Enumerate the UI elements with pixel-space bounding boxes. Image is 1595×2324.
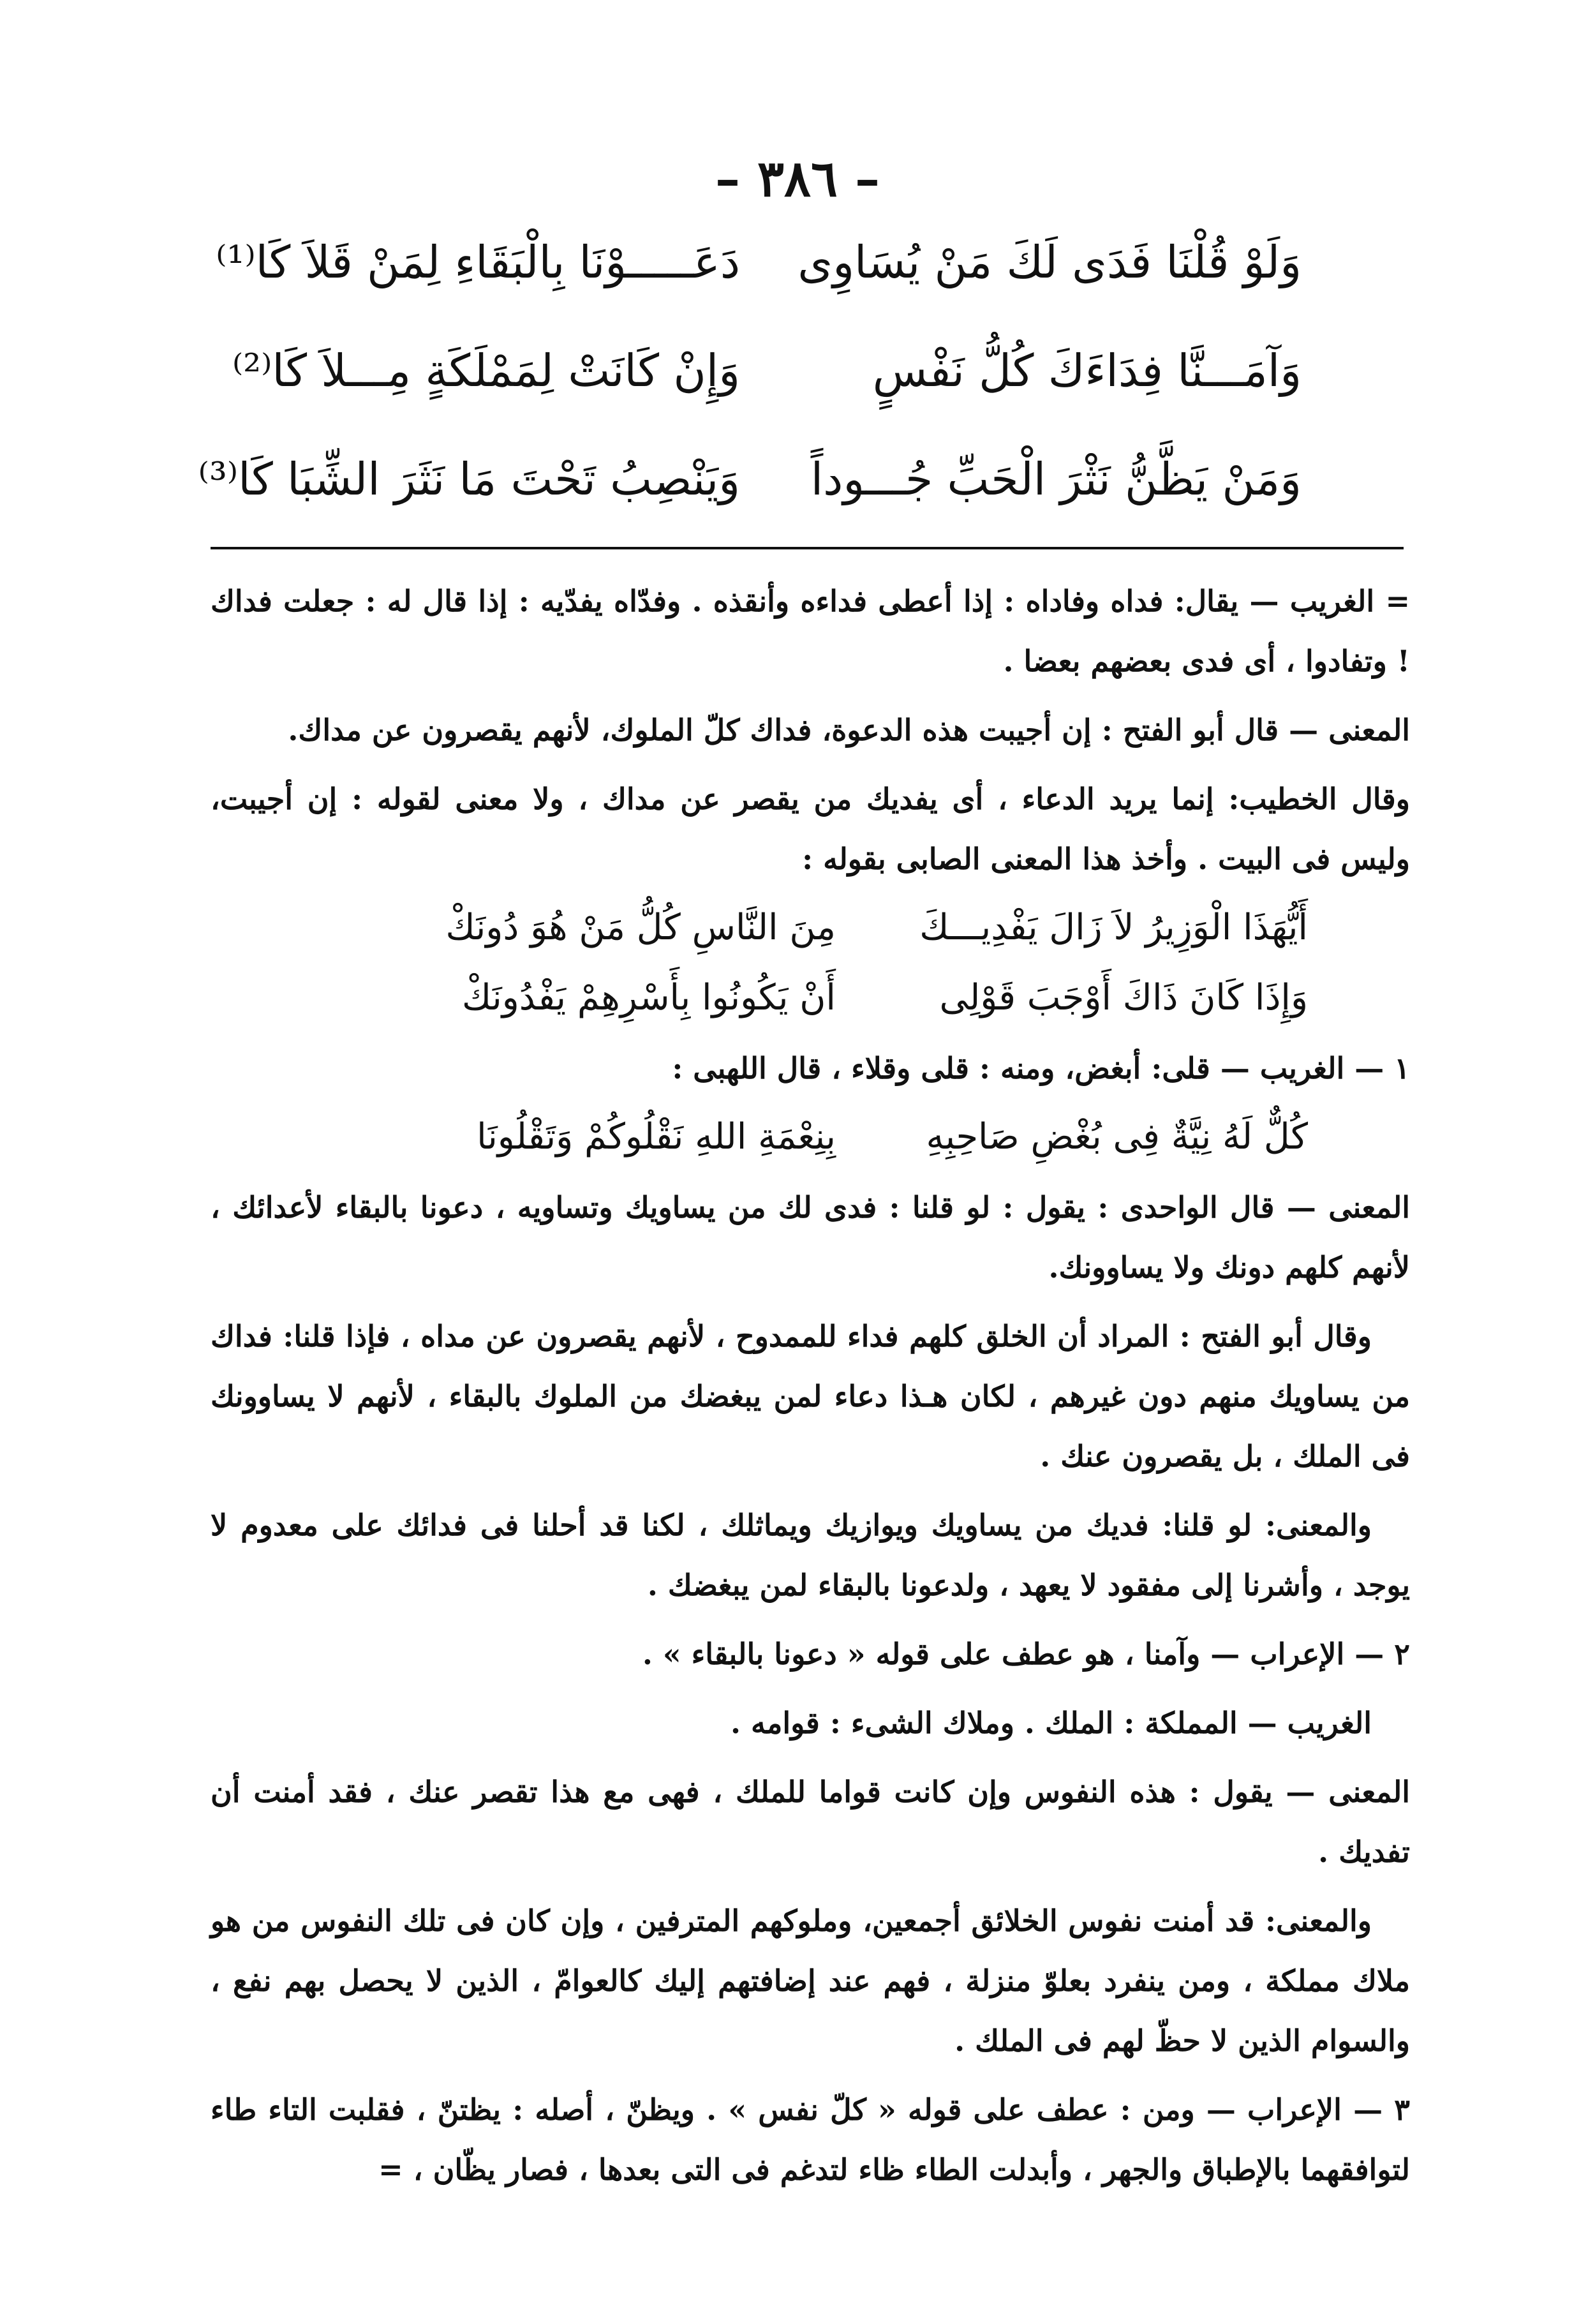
quoted-verse-3 [211,1107,1410,1173]
commentary-paragraph: وقال أبو الفتح : المراد أن الخلق كلهم فداء للممدوح ، لأنهم يقصرون عن مداه ، فإذا قلنا: فداك من يساويك منهم دون غيرهم ، لكان هـذا دعاء لمن يبغضك من الملوك بالبقاء ، لأنهم لا يساوونك فى الملك ، بل يقصرون عنك . [211,1319,1410,1473]
verse-3-second-hemistich: وَيَنْصِبُ تَحْتَ مَا نَثَرَ الشِّبَا كَا⁽³⁾ [198,453,740,505]
footnote-1-heading: ١ — الغريب — قلى: أبغض، ومنه : قلى وقلاء ، قال اللهبى : [672,1051,1410,1085]
commentary-paragraph: والمعنى: لو قلنا: فديك من يساويك ويوازيك ويماثلك ، لكنا قد أحلنا فى فدائك على معدوم لا يوجد ، وأشرنا إلى مفقود لا يعهد ، ولدعونا بالبقاء لمن يبغضك . [211,1508,1410,1602]
quoted-verse-2-first: وَإِذَا كَانَ ذَاكَ أَوْجَبَ قَوْلِى [939,977,1308,1018]
quoted-verse-2-second: أَنْ يَكُونُوا بِأَسْرِهِمْ يَفْدُونَكْ [461,977,836,1018]
quoted-verse-1-first: أَيُّهَذَا الْوَزِيرُ لاَ زَالَ يَفْدِيـــكَ [919,907,1308,948]
verse-2-first-hemistich: وَآمَـــنَّا فِدَاءَكَ كُلُّ نَفْسٍ [872,345,1302,397]
footnote-2-heading: ٢ — الإعراب — وآمنا ، هو عطف على قوله « دعونا بالبقاء » . [642,1637,1410,1671]
quoted-verse-3-first: كُلٌّ لَهُ نِيَّةٌ فِى بُغْضِ صَاحِبِهِ [926,1116,1308,1158]
commentary-paragraph: الغريب — المملكة : الملك . وملاك الشىء : قوامه . [731,1706,1372,1740]
commentary [211,571,1410,2209]
verse-3 [198,453,1302,562]
commentary-paragraph: المعنى — يقول : هذه النفوس وإن كانت قواما للملك ، فهى مع هذا تقصر عنك ، فقد أمنت أن تفديك . [211,1775,1410,1869]
quoted-verse-2 [211,968,1410,1034]
commentary-paragraph: وقال الخطيب: إنما يريد الدعاء ، أى يفديك من يقصر عن مداك ، ولا معنى لقوله : إن أجيبت، وليس فى البيت . وأخذ هذا المعنى الصابى بقوله : [211,782,1410,876]
page-number: – ٣٨٦ – [715,150,880,208]
quoted-verse-3-second: بِنِعْمَةِ اللهِ نَقْلُوكُمْ وَتَقْلُونَا [477,1116,836,1158]
poem-verses [198,236,1302,562]
verse-1 [217,236,1302,345]
commentary-paragraph: والمعنى: قد أمنت نفوس الخلائق أجمعين، وملوكهم المترفين ، وإن كان فى تلك النفوس من هو ملاك مملكة ، ومن ينفرد بعلوّ منزلة ، فهم عند إضافتهم إليك كالعوامّ ، الذين لا يحصل بهم نفع ، والسوام الذين لا حظّ لهم فى الملك . [211,1903,1410,2058]
verse-2-second-hemistich: وَإِنْ كَانَتْ لِمَمْلَكَةٍ مِـــلاَ كَا⁽²⁾ [232,345,740,397]
commentary-paragraph: المعنى — قال أبو الفتح : إن أجيبت هذه الدعوة، فداك كلّ الملوك، لأنهم يقصرون عن مداك. [288,713,1410,747]
commentary-paragraph: المعنى — قال الواحدى : يقول : لو قلنا : فدى لك من يساويك وتساويه ، دعونا بالبقاء لأعدائك ، لأنهم كلهم دونك ولا يساوونك. [211,1190,1410,1285]
verse-2 [217,345,1302,453]
verse-1-second-hemistich: دَعَـــــوْنَا بِالْبَقَاءِ لِمَنْ قَلاَ كَا⁽¹⁾ [216,236,740,288]
commentary-paragraph: = الغريب — يقال: فداه وفاداه : إذا أعطى فداءه وأنقذه . وفدّاه يفدّيه : إذا قال له : جعلت فداك ! وتفادوا ، أى فدى بعضهم بعضا . [211,584,1410,678]
quoted-verse-1-second: مِنَ النَّاسِ كُلُّ مَنْ هُوَ دُونَكْ [445,907,836,948]
quoted-verse-1 [211,898,1410,964]
verse-3-first-hemistich: وَمَنْ يَظَّنُّ نَثْرَ الْحَبِّ جُـــوداً [810,453,1302,505]
separator-rule [211,547,1404,549]
verse-1-first-hemistich: وَلَوْ قُلْنَا فَدَى لَكَ مَنْ يُسَاوِى [798,236,1302,288]
footnote-3-heading: ٣ — الإعراب — ومن : عطف على قوله « كلّ نفس » . ويظنّ ، أصله : يظتنّ ، فقلبت التاء طاء لتوافقهما بالإطباق والجهر ، وأبدلت الطاء ظاء لتدغم فى التى بعدها ، فصار يظّان ، = [211,2092,1410,2187]
